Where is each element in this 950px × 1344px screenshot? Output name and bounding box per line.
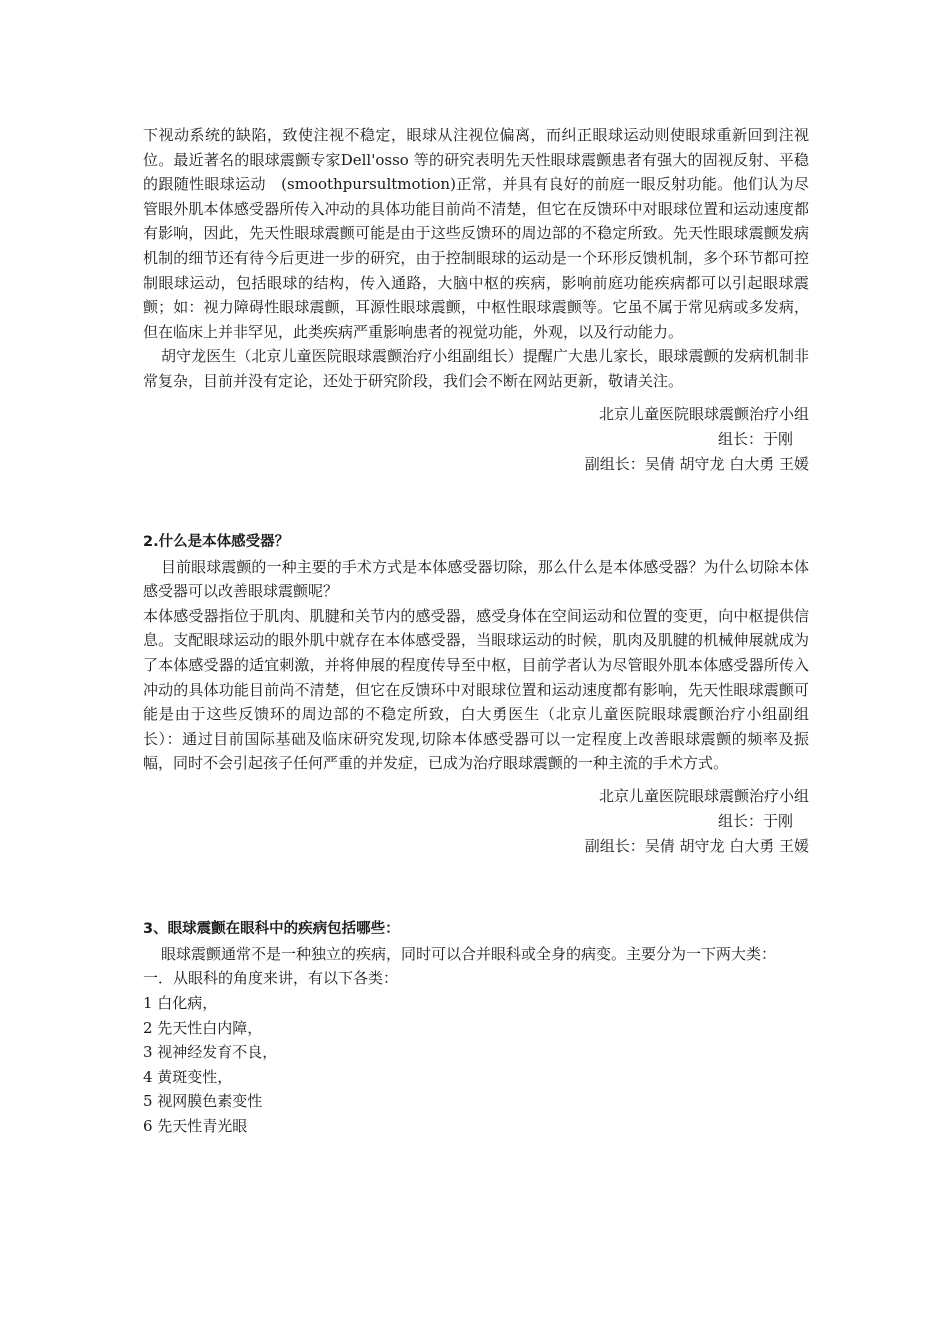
signature-group: 北京儿童医院眼球震颤治疗小组 — [598, 786, 809, 805]
list-item: 5 视网膜色素变性 — [143, 1092, 263, 1111]
section3-heading: 3、眼球震颤在眼科中的疾病包括哪些： — [143, 920, 400, 937]
section3-intro: 眼球震颤通常不是一种独立的疾病，同时可以合并眼科或全身的病变。主要分为一下两大类： — [161, 944, 777, 963]
section2-signature — [143, 784, 809, 859]
list-item: 4 黄斑变性， — [143, 1067, 233, 1086]
document-page — [143, 123, 809, 1139]
signature-deputies: 副组长：吴倩 胡守龙 白大勇 王媛 — [584, 454, 809, 473]
disease-list — [143, 991, 809, 1139]
section3-subheading: 一．从眼科的角度来讲，有以下各类： — [143, 969, 399, 988]
list-item: 6 先天性青光眼 — [143, 1117, 248, 1136]
section2-intro: 目前眼球震颤的一种主要的手术方式是本体感受器切除，那么什么是本体感受器？为什么切除本体感受器可以改善眼球震颤呢？ — [143, 557, 809, 601]
signature-leader: 组长：于刚 — [717, 811, 793, 830]
list-item: 1 白化病， — [143, 994, 218, 1013]
signature-leader: 组长：于刚 — [717, 429, 793, 448]
section2-heading: 2.什么是本体感受器？ — [143, 533, 290, 550]
signature-group: 北京儿童医院眼球震颤治疗小组 — [598, 404, 809, 423]
list-item: 2 先天性白内障， — [143, 1018, 263, 1037]
signature-deputies: 副组长：吴倩 胡守龙 白大勇 王媛 — [584, 836, 809, 855]
section2-body: 本体感受器指位于肌肉、肌腱和关节内的感受器，感受身体在空间运动和位置的变更，向中枢提供信息。支配眼球运动的眼外肌中就存在本体感受器，当眼球运动的时候，肌肉及肌腱的机械伸展就成为了本体感受器的适宜刺激，并将伸展的程度传导至中枢，目前学者认为尽管眼外肌本体感受器所传入冲动的具体功能目前尚不清楚，但它在反馈环中对眼球位置和运动速度都有影响，先天性眼球震颤可能是由于这些反馈环的周边部的不稳定所致，白大勇医生（北京儿童医院眼球震颤治疗小组副组长）：通过目前国际基础及临床研究发现,切除本体感受器可以一定程度上改善眼球震颤的频率及振幅，同时不会引起孩子任何严重的并发症，已成为治疗眼球震颤的一种主流的手术方式。 — [143, 606, 809, 773]
list-item: 3 视神经发育不良， — [143, 1043, 278, 1062]
section1-paragraph-1: 下视动系统的缺陷，致使注视不稳定，眼球从注视位偏离，而纠正眼球运动则使眼球重新回到注视位。最近著名的眼球震颤专家Dell'osso 等的研究表明先天性眼球震颤患者有强大的固视反射、平稳的跟随性眼球运动 (smoothpursultmotion)正常，并具有良好的前庭一眼反射功能。他们认为尽管眼外肌本体感受器所传入冲动的具体功能目前尚不清楚，但它在反馈环中对眼球位置和运动速度都有影响，因此，先天性眼球震颤可能是由于这些反馈环的周边部的不稳定所致。先天性眼球震颤发病机制的细节还有待今后更进一步的研究，由于控制眼球的运动是一个环形反馈机制，多个环节都可控制眼球运动，包括眼球的结构，传入通路，大脑中枢的疾病，影响前庭功能疾病都可以引起眼球震颤；如：视力障碍性眼球震颤，耳源性眼球震颤，中枢性眼球震颤等。它虽不属于常见病或多发病，但在临床上并非罕见，此类疾病严重影响患者的视觉功能，外观，以及行动能力。 — [143, 126, 809, 341]
section1-paragraph-2: 胡守龙医生（北京儿童医院眼球震颤治疗小组副组长）提醒广大患儿家长，眼球震颤的发病机制非常复杂，目前并没有定论，还处于研究阶段，我们会不断在网站更新，敬请关注。 — [143, 347, 809, 390]
section1-signature — [143, 402, 809, 477]
